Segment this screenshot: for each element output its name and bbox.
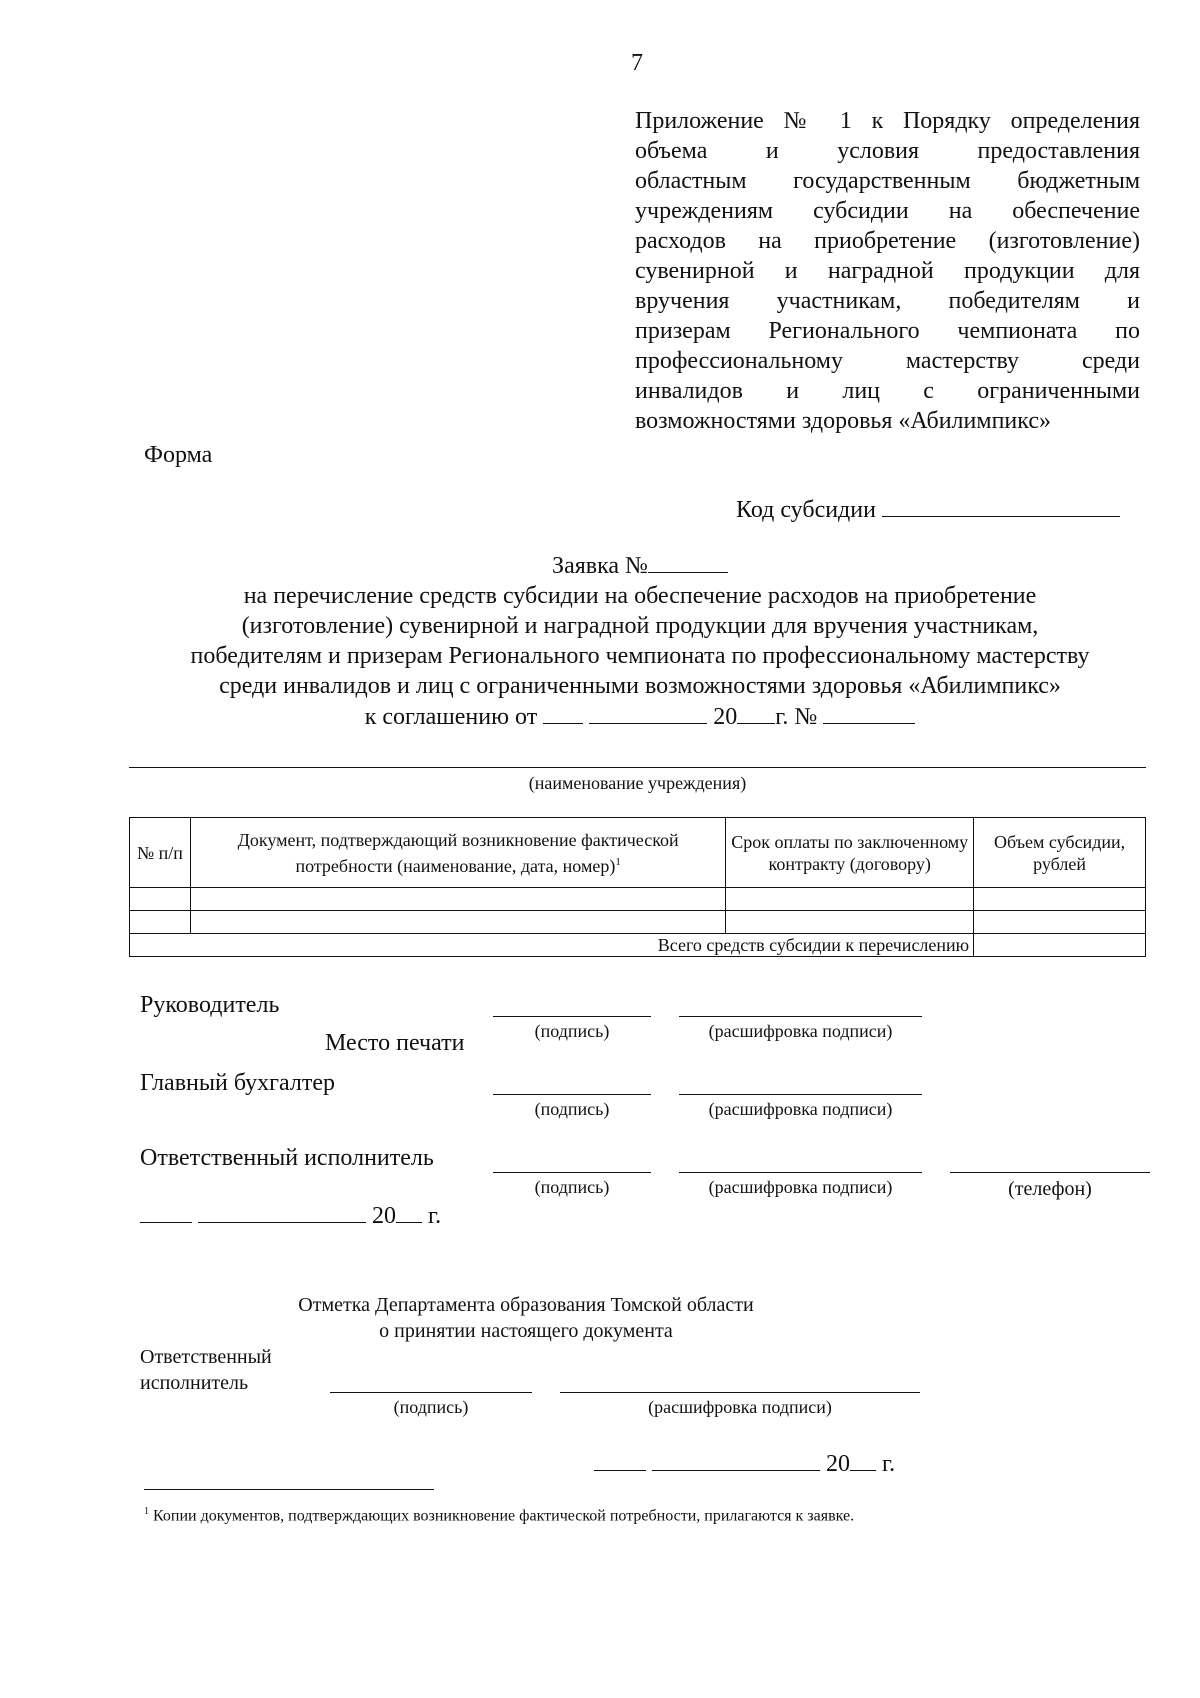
department-mark (220, 1292, 832, 1344)
total-amount[interactable] (974, 934, 1146, 957)
subsidy-code-label: Код субсидии (736, 497, 876, 523)
department-mark-line-2: о принятии настоящего документа (379, 1320, 673, 1342)
cell-document[interactable] (190, 911, 725, 934)
dept-signature-caption: (подпись) (393, 1397, 469, 1417)
dept-date-day-field[interactable] (594, 1448, 646, 1471)
form-label: Форма (144, 442, 213, 468)
dept-decoding-field[interactable] (560, 1392, 920, 1393)
appendix-line: инвалидов и лиц с ограниченными (635, 378, 1140, 404)
chief-accountant-label: Главный бухгалтер (140, 1070, 335, 1096)
signature-caption: (подпись) (534, 1177, 610, 1197)
header-document: Документ, подтверждающий возникновение фактической потребности (наименование, дата, номер)$^1$ (190, 818, 725, 888)
cell-number[interactable] (130, 888, 191, 911)
table-row (130, 911, 1146, 934)
footnote-text: Копии документов, подтверждающих возникновение фактической потребности, прилагаются к заявке. (153, 1507, 855, 1525)
title-line-3: (изготовление) сувенирной и наградной продукции для вручения участникам, (241, 613, 1039, 639)
dept-date-month-field[interactable] (652, 1448, 820, 1471)
date-month-field[interactable] (198, 1200, 366, 1223)
decoding-caption: (расшифровка подписи) (708, 1099, 893, 1119)
header-subsidy-amount: Объем субсидии, рублей (974, 818, 1146, 888)
signature-caption: (подпись) (534, 1021, 610, 1041)
footnote (144, 1502, 854, 1526)
appendix-line: Приложение № 1 к Порядку определения (635, 108, 1140, 134)
head-label: Руководитель (140, 992, 280, 1018)
title-line-4: победителям и призерам Регионального чемпионата по профессиональному мастерству (190, 643, 1090, 669)
cell-payment-term[interactable] (726, 911, 974, 934)
responsible-signature-field[interactable] (493, 1172, 651, 1173)
agreement-month-field[interactable] (589, 701, 707, 724)
dept-responsible-label: Ответственный исполнитель (140, 1346, 272, 1394)
appendix-line: вручения участникам, победителям и (635, 288, 1140, 314)
decoding-caption: (расшифровка подписи) (708, 1021, 893, 1041)
date-day-field[interactable] (140, 1200, 192, 1223)
cell-amount[interactable] (974, 911, 1146, 934)
appendix-block (635, 106, 1140, 436)
appendix-line: сувенирной и наградной продукции для (635, 258, 1140, 284)
institution-caption: (наименование учреждения) (528, 773, 747, 793)
total-label: Всего средств субсидии к перечислению (130, 934, 974, 957)
footnote-separator (144, 1489, 434, 1490)
dept-decoding-caption: (расшифровка подписи) (648, 1397, 832, 1417)
table-header-row (130, 818, 1146, 888)
header-payment-term: Срок оплаты по заключенному контракту (договору) (726, 818, 974, 888)
cell-number[interactable] (130, 911, 191, 934)
date-line: 20 г. (140, 1200, 441, 1231)
title-line-5: среди инвалидов и лиц с ограниченными возможностями здоровья «Абилимпикс» (219, 673, 1061, 699)
institution-field[interactable] (129, 767, 1146, 768)
subsidy-code (736, 494, 1120, 525)
department-mark-line-1: Отметка Департамента образования Томской области (298, 1294, 754, 1316)
responsible-label: Ответственный исполнитель (140, 1145, 434, 1171)
subsidy-table (129, 817, 1146, 957)
head-decoding-field[interactable] (679, 1016, 922, 1017)
accountant-decoding-field[interactable] (679, 1094, 922, 1095)
footnote-ref: 1 (615, 855, 621, 868)
responsible-phone-field[interactable] (950, 1172, 1150, 1173)
agreement-number-field[interactable] (823, 701, 915, 724)
appendix-line: областным государственным бюджетным (635, 168, 1140, 194)
dept-date-line: 20 г. (594, 1448, 895, 1479)
head-signature-field[interactable] (493, 1016, 651, 1017)
responsible-decoding-field[interactable] (679, 1172, 922, 1173)
cell-document[interactable] (190, 888, 725, 911)
cell-payment-term[interactable] (726, 888, 974, 911)
agreement-year-field[interactable] (737, 701, 775, 724)
table-total-row (130, 934, 1146, 957)
seal-label: Место печати (325, 1030, 465, 1056)
appendix-line: призерам Регионального чемпионата по (635, 318, 1140, 344)
page-number: 7 (631, 50, 643, 76)
header-number: № п/п (130, 818, 191, 888)
title-line-2: на перечисление средств субсидии на обеспечение расходов на приобретение (243, 583, 1037, 609)
appendix-line: возможностями здоровья «Абилимпикс» (635, 408, 1051, 434)
signature-caption: (подпись) (534, 1099, 610, 1119)
subsidy-code-field[interactable] (882, 494, 1120, 517)
appendix-line: профессиональному мастерству среди (635, 348, 1140, 374)
cell-amount[interactable] (974, 888, 1146, 911)
table-row (130, 888, 1146, 911)
date-year-field[interactable] (396, 1200, 422, 1223)
dept-signature-field[interactable] (330, 1392, 532, 1393)
appendix-line: объема и условия предоставления (635, 138, 1140, 164)
title-line-1: Заявка № (100, 550, 1180, 581)
decoding-caption: (расшифровка подписи) (708, 1177, 893, 1197)
dept-date-year-field[interactable] (850, 1448, 876, 1471)
application-number-field[interactable] (648, 550, 728, 573)
footnote-marker: 1 (144, 1506, 149, 1517)
phone-caption: (телефон) (1008, 1178, 1092, 1200)
agreement-day-field[interactable] (543, 701, 583, 724)
appendix-line: учреждениям субсидии на обеспечение (635, 198, 1140, 224)
title-line-6: к соглашению от 20 г. № (100, 701, 1180, 732)
appendix-line: расходов на приобретение (изготовление) (635, 228, 1140, 254)
accountant-signature-field[interactable] (493, 1094, 651, 1095)
application-title (100, 550, 1180, 732)
